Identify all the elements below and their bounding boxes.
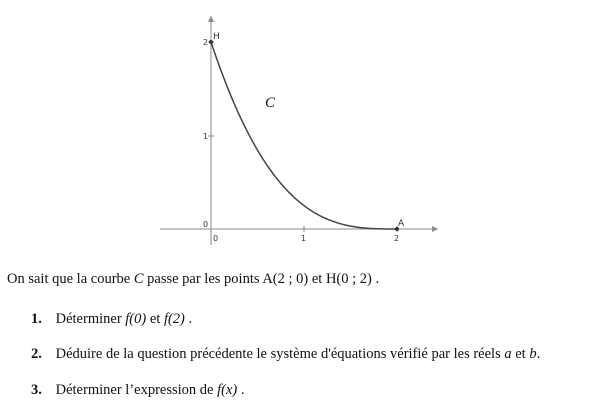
intro-sentence <box>7 271 379 288</box>
question-3-end: . <box>237 382 245 398</box>
question-1-end: . <box>184 311 193 327</box>
question-1-number: 1. <box>31 311 42 327</box>
x-tick-label-2: 2 <box>394 234 400 243</box>
question-1-f0: f(0) <box>125 311 147 327</box>
y-axis-arrow <box>208 16 214 22</box>
x-axis-arrow <box>432 226 438 232</box>
question-2-end: . <box>536 346 541 362</box>
question-1-f2: f(2) <box>163 311 185 327</box>
intro-text-start: On sait que la courbe <box>7 271 134 287</box>
y-tick-label-2: 2 <box>203 38 209 47</box>
question-2-number: 2. <box>31 346 42 362</box>
point-h-label: H <box>213 32 220 42</box>
question-1-text: Déterminer <box>55 311 126 327</box>
intro-text-end: passe par les points A(2 ; 0) et H(0 ; 2) . <box>143 271 380 287</box>
question-3-number: 3. <box>31 382 42 398</box>
question-2-and: et <box>511 346 530 362</box>
y-tick-label-1: 1 <box>203 132 209 141</box>
question-2-text: Déduire de la question précédente le système d'équations vérifié par les réels <box>55 346 505 362</box>
question-2-b: b <box>529 346 537 362</box>
question-3 <box>31 382 244 399</box>
question-3-fx: f(x) <box>217 382 238 398</box>
question-1-and: et <box>146 311 164 327</box>
question-2-a: a <box>504 346 512 362</box>
question-2 <box>31 346 540 363</box>
x-tick-label-0: 0 <box>213 234 219 243</box>
point-a-label: A <box>398 219 405 229</box>
intro-curve-name: C <box>133 271 144 287</box>
question-3-text: Déterminer l’expression de <box>55 382 218 398</box>
curve-label: C <box>265 95 276 111</box>
curve-c <box>211 42 397 229</box>
question-1 <box>31 311 192 328</box>
origin-label: 0 <box>203 220 209 229</box>
x-tick-label-1: 1 <box>301 234 307 243</box>
